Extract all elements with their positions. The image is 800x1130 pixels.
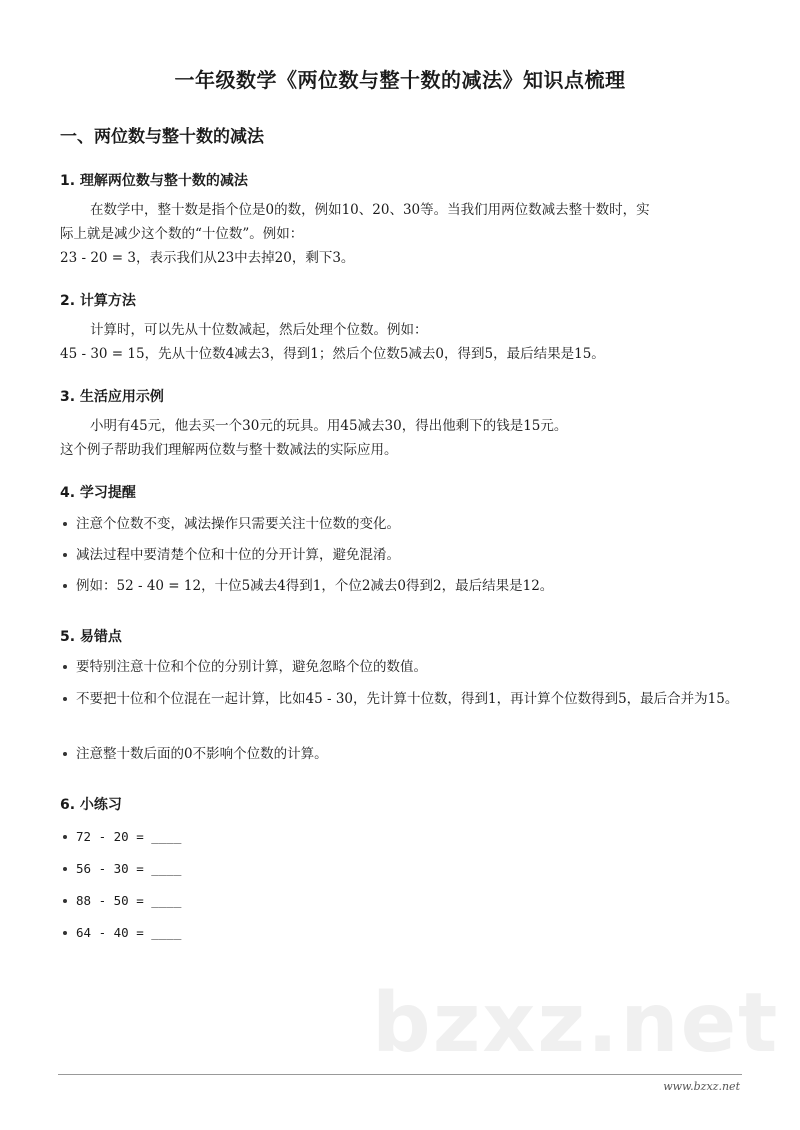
section-heading: 一、两位数与整十数的减法 — [60, 127, 264, 147]
bullet-icon — [63, 867, 67, 871]
bullet-icon — [63, 899, 67, 903]
bullet-icon — [63, 697, 67, 701]
exercise-item: 72 - 20 = ____ — [76, 826, 741, 848]
bullet-icon — [63, 553, 67, 557]
subsection-heading-2: 2. 计算方法 — [60, 293, 136, 309]
list-item: 要特别注意十位和个位的分别计算，避免忽略个位的数值。 — [76, 656, 741, 678]
bullet-icon — [63, 752, 67, 756]
list-item: 减法过程中要清楚个位和十位的分开计算，避免混淆。 — [76, 544, 741, 566]
exercise-item: 64 - 40 = ____ — [76, 922, 741, 944]
list-item: 例如：52 - 40 = 12，十位5减去4得到1，个位2减去0得到2，最后结果是12。 — [76, 575, 741, 597]
paragraph-line: 小明有45元，他去买一个30元的玩具。用45减去30，得出他剩下的钱是15元。 — [90, 418, 568, 434]
list-item: 注意整十数后面的0不影响个位数的计算。 — [76, 743, 741, 765]
bullet-icon — [63, 835, 67, 839]
subsection-heading-4: 4. 学习提醒 — [60, 485, 136, 501]
watermark: bzxz.net — [372, 976, 780, 1071]
bullet-icon — [63, 584, 67, 588]
list-item: 注意个位数不变，减法操作只需要关注十位数的变化。 — [76, 513, 741, 535]
paragraph-line: 际上就是减少这个数的“十位数”。例如： — [60, 226, 304, 242]
bullet-icon — [63, 931, 67, 935]
example-line: 23 - 20 = 3，表示我们从23中去掉20，剩下3。 — [60, 250, 355, 266]
paragraph-line: 这个例子帮助我们理解两位数与整十数减法的实际应用。 — [60, 442, 398, 458]
paragraph-line: 计算时，可以先从十位数减起，然后处理个位数。例如： — [90, 322, 428, 338]
exercise-item: 56 - 30 = ____ — [76, 858, 741, 880]
list-item: 不要把十位和个位混在一起计算，比如45 - 30，先计算十位数，得到1，再计算个位数得到5，最后合并为15。 — [76, 688, 741, 710]
subsection-heading-6: 6. 小练习 — [60, 797, 122, 813]
subsection-heading-5: 5. 易错点 — [60, 629, 122, 645]
subsection-heading-1: 1. 理解两位数与整十数的减法 — [60, 173, 248, 189]
subsection-heading-3: 3. 生活应用示例 — [60, 389, 164, 405]
bullet-icon — [63, 522, 67, 526]
footer-divider — [58, 1074, 742, 1075]
document-title: 一年级数学《两位数与整十数的减法》知识点梳理 — [174, 68, 626, 92]
footer-url: www.bzxz.net — [663, 1080, 740, 1093]
example-line: 45 - 30 = 15，先从十位数4减去3，得到1；然后个位数5减去0，得到5，最后结果是15。 — [60, 346, 605, 362]
paragraph-line: 在数学中，整十数是指个位是0的数，例如10、20、30等。当我们用两位数减去整十数时，实 — [90, 202, 650, 218]
exercise-item: 88 - 50 = ____ — [76, 890, 741, 912]
bullet-icon — [63, 665, 67, 669]
